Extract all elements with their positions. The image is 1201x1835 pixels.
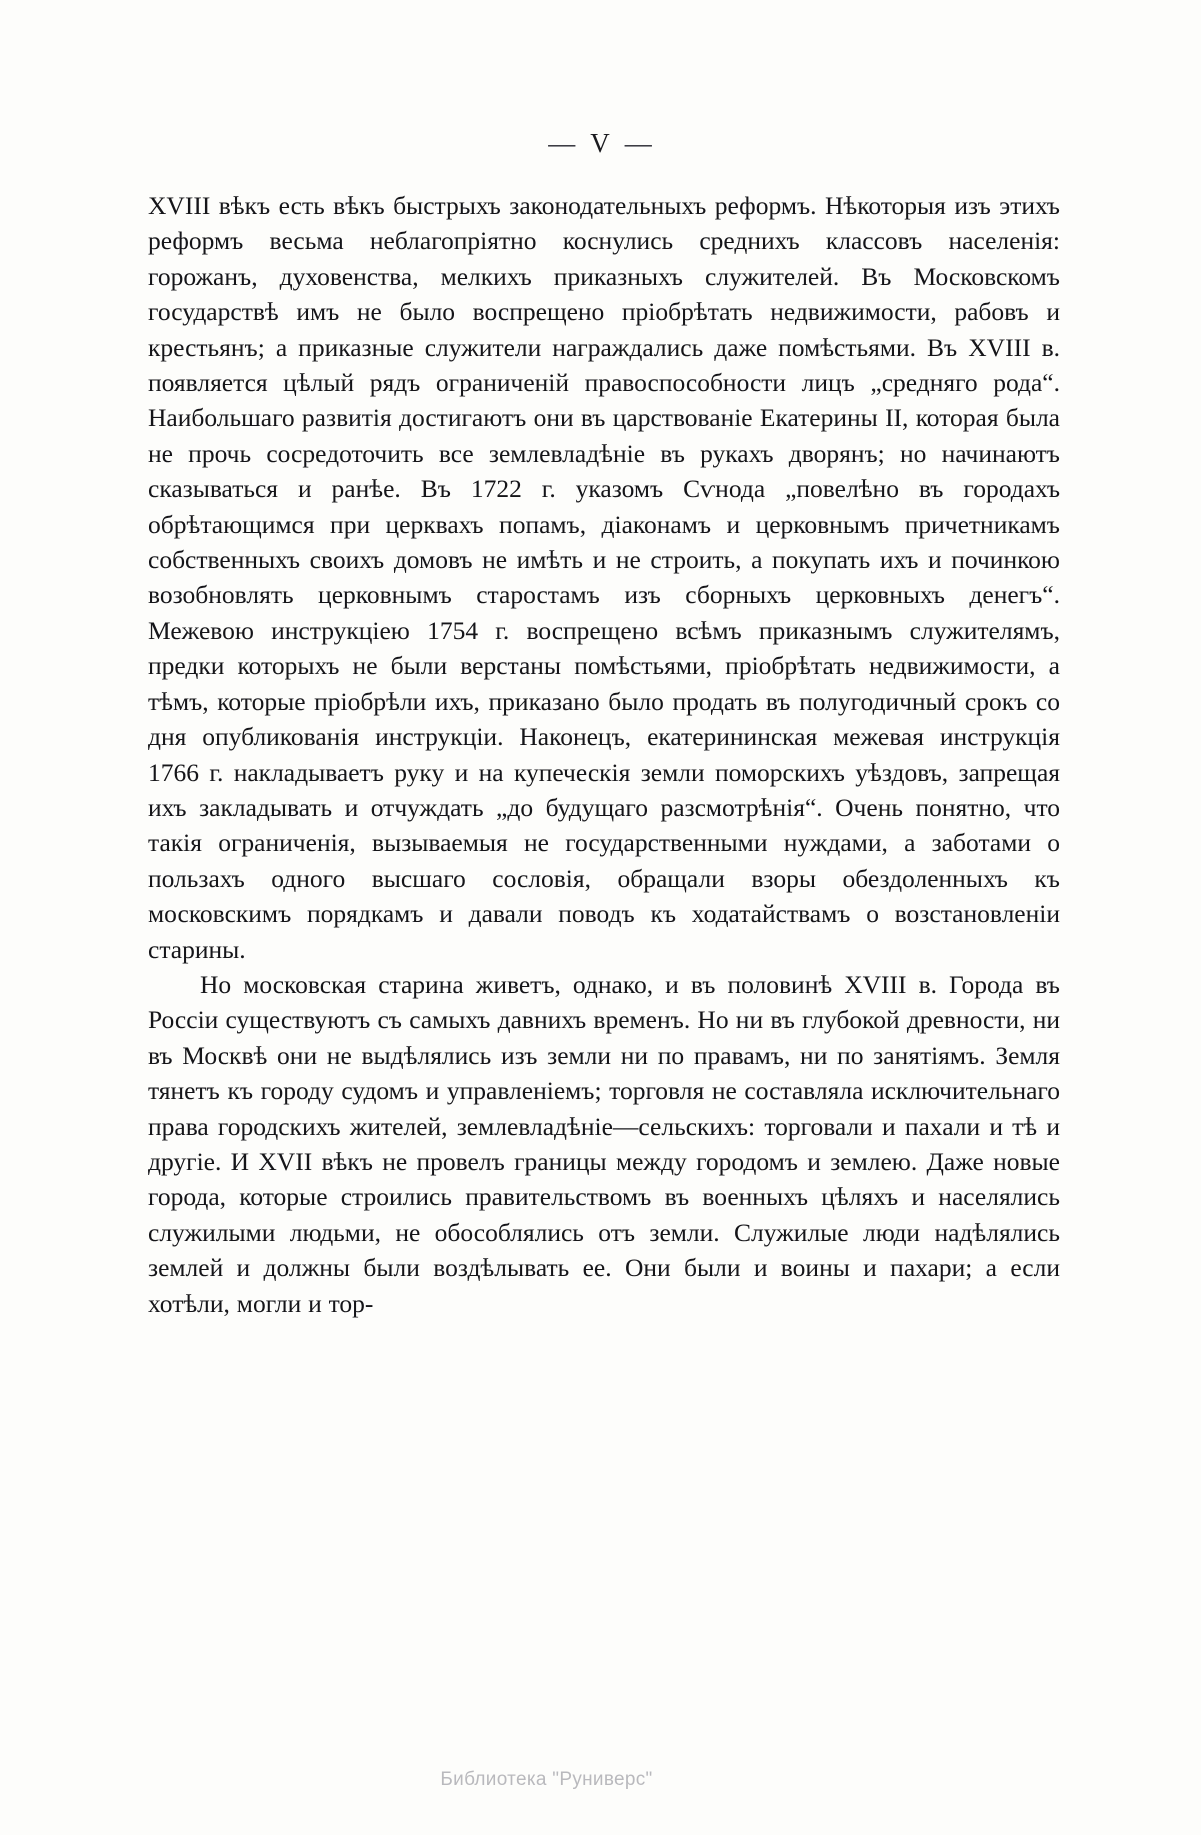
page-number-dash-left: — — [548, 128, 577, 158]
page-number-dash-right: — — [624, 128, 653, 158]
body-text — [148, 188, 1060, 1321]
page-number — [0, 128, 1201, 159]
paragraph-2: Но московская старина живетъ, однако, и въ половинѣ XVIII в. Города въ Россіи существуютъ съ самыхъ давнихъ временъ. Но ни въ глубокой древности, ни въ Москвѣ они не выдѣлялись изъ земли ни по правамъ, ни по занятіямъ. Земля тянетъ къ городу судомъ и управленіемъ; торговля не составляла исключительнаго права городскихъ жителей, землевладѣніе—сельскихъ: торговали и пахали и тѣ и другіе. И XVII вѣкъ не провелъ границы между городомъ и землею. Даже новые города, которые строились правительствомъ въ военныхъ цѣляхъ и населялись служилыми людьми, не обособлялись отъ земли. Служилые люди надѣлялись землей и должны были воздѣлывать ее. Они были и воины и пахари; а если хотѣли, могли и тор- — [148, 969, 1060, 1318]
page-number-value: V — [590, 128, 611, 158]
page-footer — [0, 1769, 1201, 1791]
paragraph-1: XVIII вѣкъ есть вѣкъ быстрыхъ законодательныхъ реформъ. Нѣкоторыя изъ этихъ реформъ весьма неблагопріятно коснулись среднихъ классовъ населенія: горожанъ, духовенства, мелкихъ приказныхъ служителей. Въ Московскомъ государствѣ имъ не было воспрещено пріобрѣтать недвижимости, рабовъ и крестьянъ; а приказные служители награждались даже помѣстьями. Въ XVIII в. появляется цѣлый рядъ ограниченій правоспособности лицъ „средняго рода“. Наибольшаго развитія достигаютъ они въ царствованіе Екатерины II, которая была не прочь сосредоточить все землевладѣніе въ рукахъ дворянъ; но начинаютъ сказываться и ранѣе. Въ 1722 г. указомъ Сѵнода „повелѣно въ городахъ обрѣтающимся при церквахъ попамъ, діаконамъ и церковнымъ причетникамъ собственныхъ своихъ домовъ не имѣть и не строить, а покупать ихъ и починкою возобновлять церковнымъ старостамъ изъ сборныхъ церковныхъ денегъ“. Межевою инструкціею 1754 г. воспрещено всѣмъ приказнымъ служителямъ, предки которыхъ не были верстаны помѣстьями, пріобрѣтать недвижимости, а тѣмъ, которые пріобрѣли ихъ, приказано было продать въ полугодичный срокъ со дня опубликованія инструкціи. Наконецъ, екатерининская межевая инструкція 1766 г. накладываетъ руку и на купеческія земли поморскихъ уѣздовъ, запрещая ихъ закладывать и отчуждать „до будущаго разсмотрѣнія“. Очень понятно, что такія ограниченія, вызываемыя не государственными нуждами, а заботами о пользахъ одного высшаго сословія, обращали взоры обездоленныхъ къ московскимъ порядкамъ и давали поводъ къ ходатайствамъ о возстановленіи старины. — [148, 191, 1060, 964]
library-credit: Библиотека "Руниверс" — [440, 1769, 653, 1790]
